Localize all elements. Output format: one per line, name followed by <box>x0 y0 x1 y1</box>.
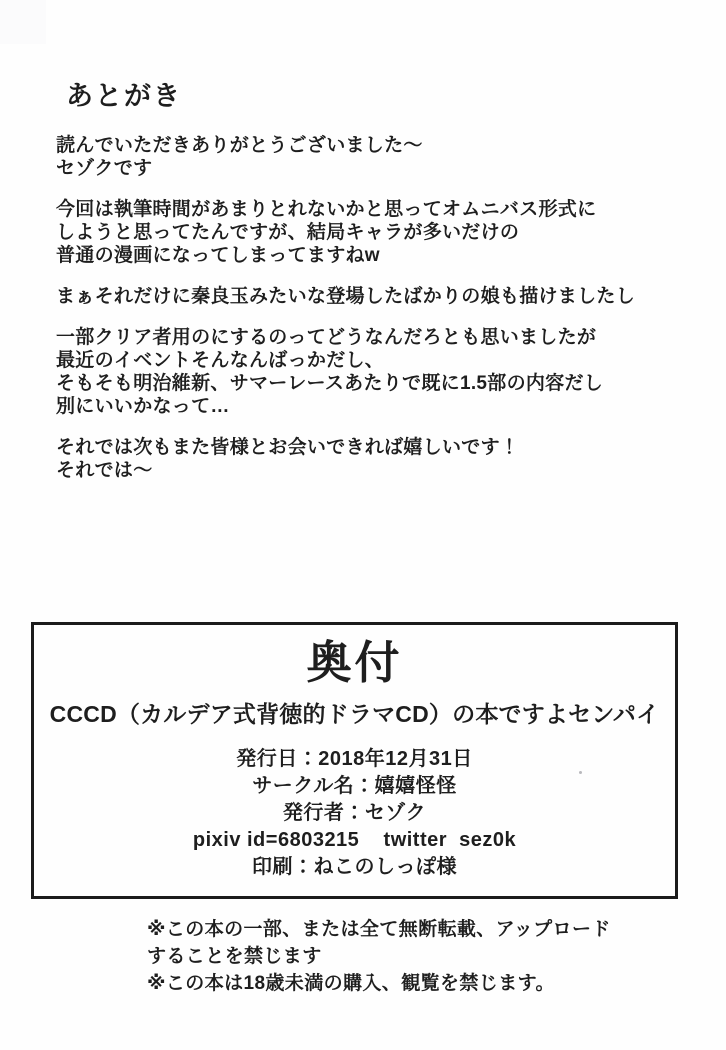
disclaimer-line: することを禁じます <box>147 946 322 967</box>
afterword-line: それでは～ <box>56 460 153 481</box>
afterword-line: 普通の漫画になってしまってますねw <box>56 245 380 266</box>
afterword-line: まぁそれだけに秦良玉みたいな登場したばかりの娘も描けましたし <box>56 286 636 307</box>
afterword-line: 今回は執筆時間があまりとれないかと思ってオムニバス形式に <box>56 199 597 220</box>
afterword-line: しようと思ってたんですが、結局キャラが多いだけの <box>56 222 520 243</box>
afterword-line: セゾクです <box>56 158 153 179</box>
colophon-subtitle: CCCD（カルデア式背徳的ドラマCD）の本ですよセンパイ <box>49 700 660 727</box>
afterword-paragraph-3 <box>56 285 676 308</box>
afterword-paragraph-5 <box>56 436 676 482</box>
scan-artifact-corner <box>0 0 46 44</box>
afterword-paragraph-4 <box>56 326 676 418</box>
colophon-details <box>34 746 675 881</box>
afterword-line: そもそも明治維新、サマーレースあたりで既に1.5部の内容だし <box>56 373 604 394</box>
afterword-paragraph-1 <box>56 134 676 180</box>
afterword-line: 別にいいかなって… <box>56 396 230 417</box>
afterword-body <box>56 134 676 500</box>
colophon-circle-name: サークル名：嬉嬉怪怪 <box>252 774 457 797</box>
colophon-printer: 印刷：ねこのしっぽ様 <box>252 855 457 878</box>
colophon-contact-ids: pixiv id=6803215 twitter sez0k <box>192 828 517 851</box>
colophon-publish-date: 発行日：2018年12月31日 <box>236 747 473 770</box>
afterword-line: それでは次もまた皆様とお会いできれば嬉しいです！ <box>56 437 520 458</box>
colophon-title: 奥付 <box>306 637 403 688</box>
afterword-line: 読んでいただきありがとうございました～ <box>56 135 423 156</box>
disclaimer <box>147 916 667 997</box>
afterword-line: 一部クリア者用のにするのってどうなんだろとも思いましたが <box>56 327 597 348</box>
scan-artifact-speck <box>579 771 582 774</box>
colophon-box <box>31 622 678 899</box>
afterword-paragraph-2 <box>56 198 676 267</box>
colophon-publisher: 発行者：セゾク <box>282 801 427 824</box>
disclaimer-line: ※この本の一部、または全て無断転載、アップロード <box>147 919 611 940</box>
afterword-title: あとがき <box>66 81 182 111</box>
disclaimer-line: ※この本は18歳未満の購入、観覧を禁じます。 <box>147 973 555 994</box>
afterword-line: 最近のイベントそんなんばっかだし、 <box>56 350 385 371</box>
